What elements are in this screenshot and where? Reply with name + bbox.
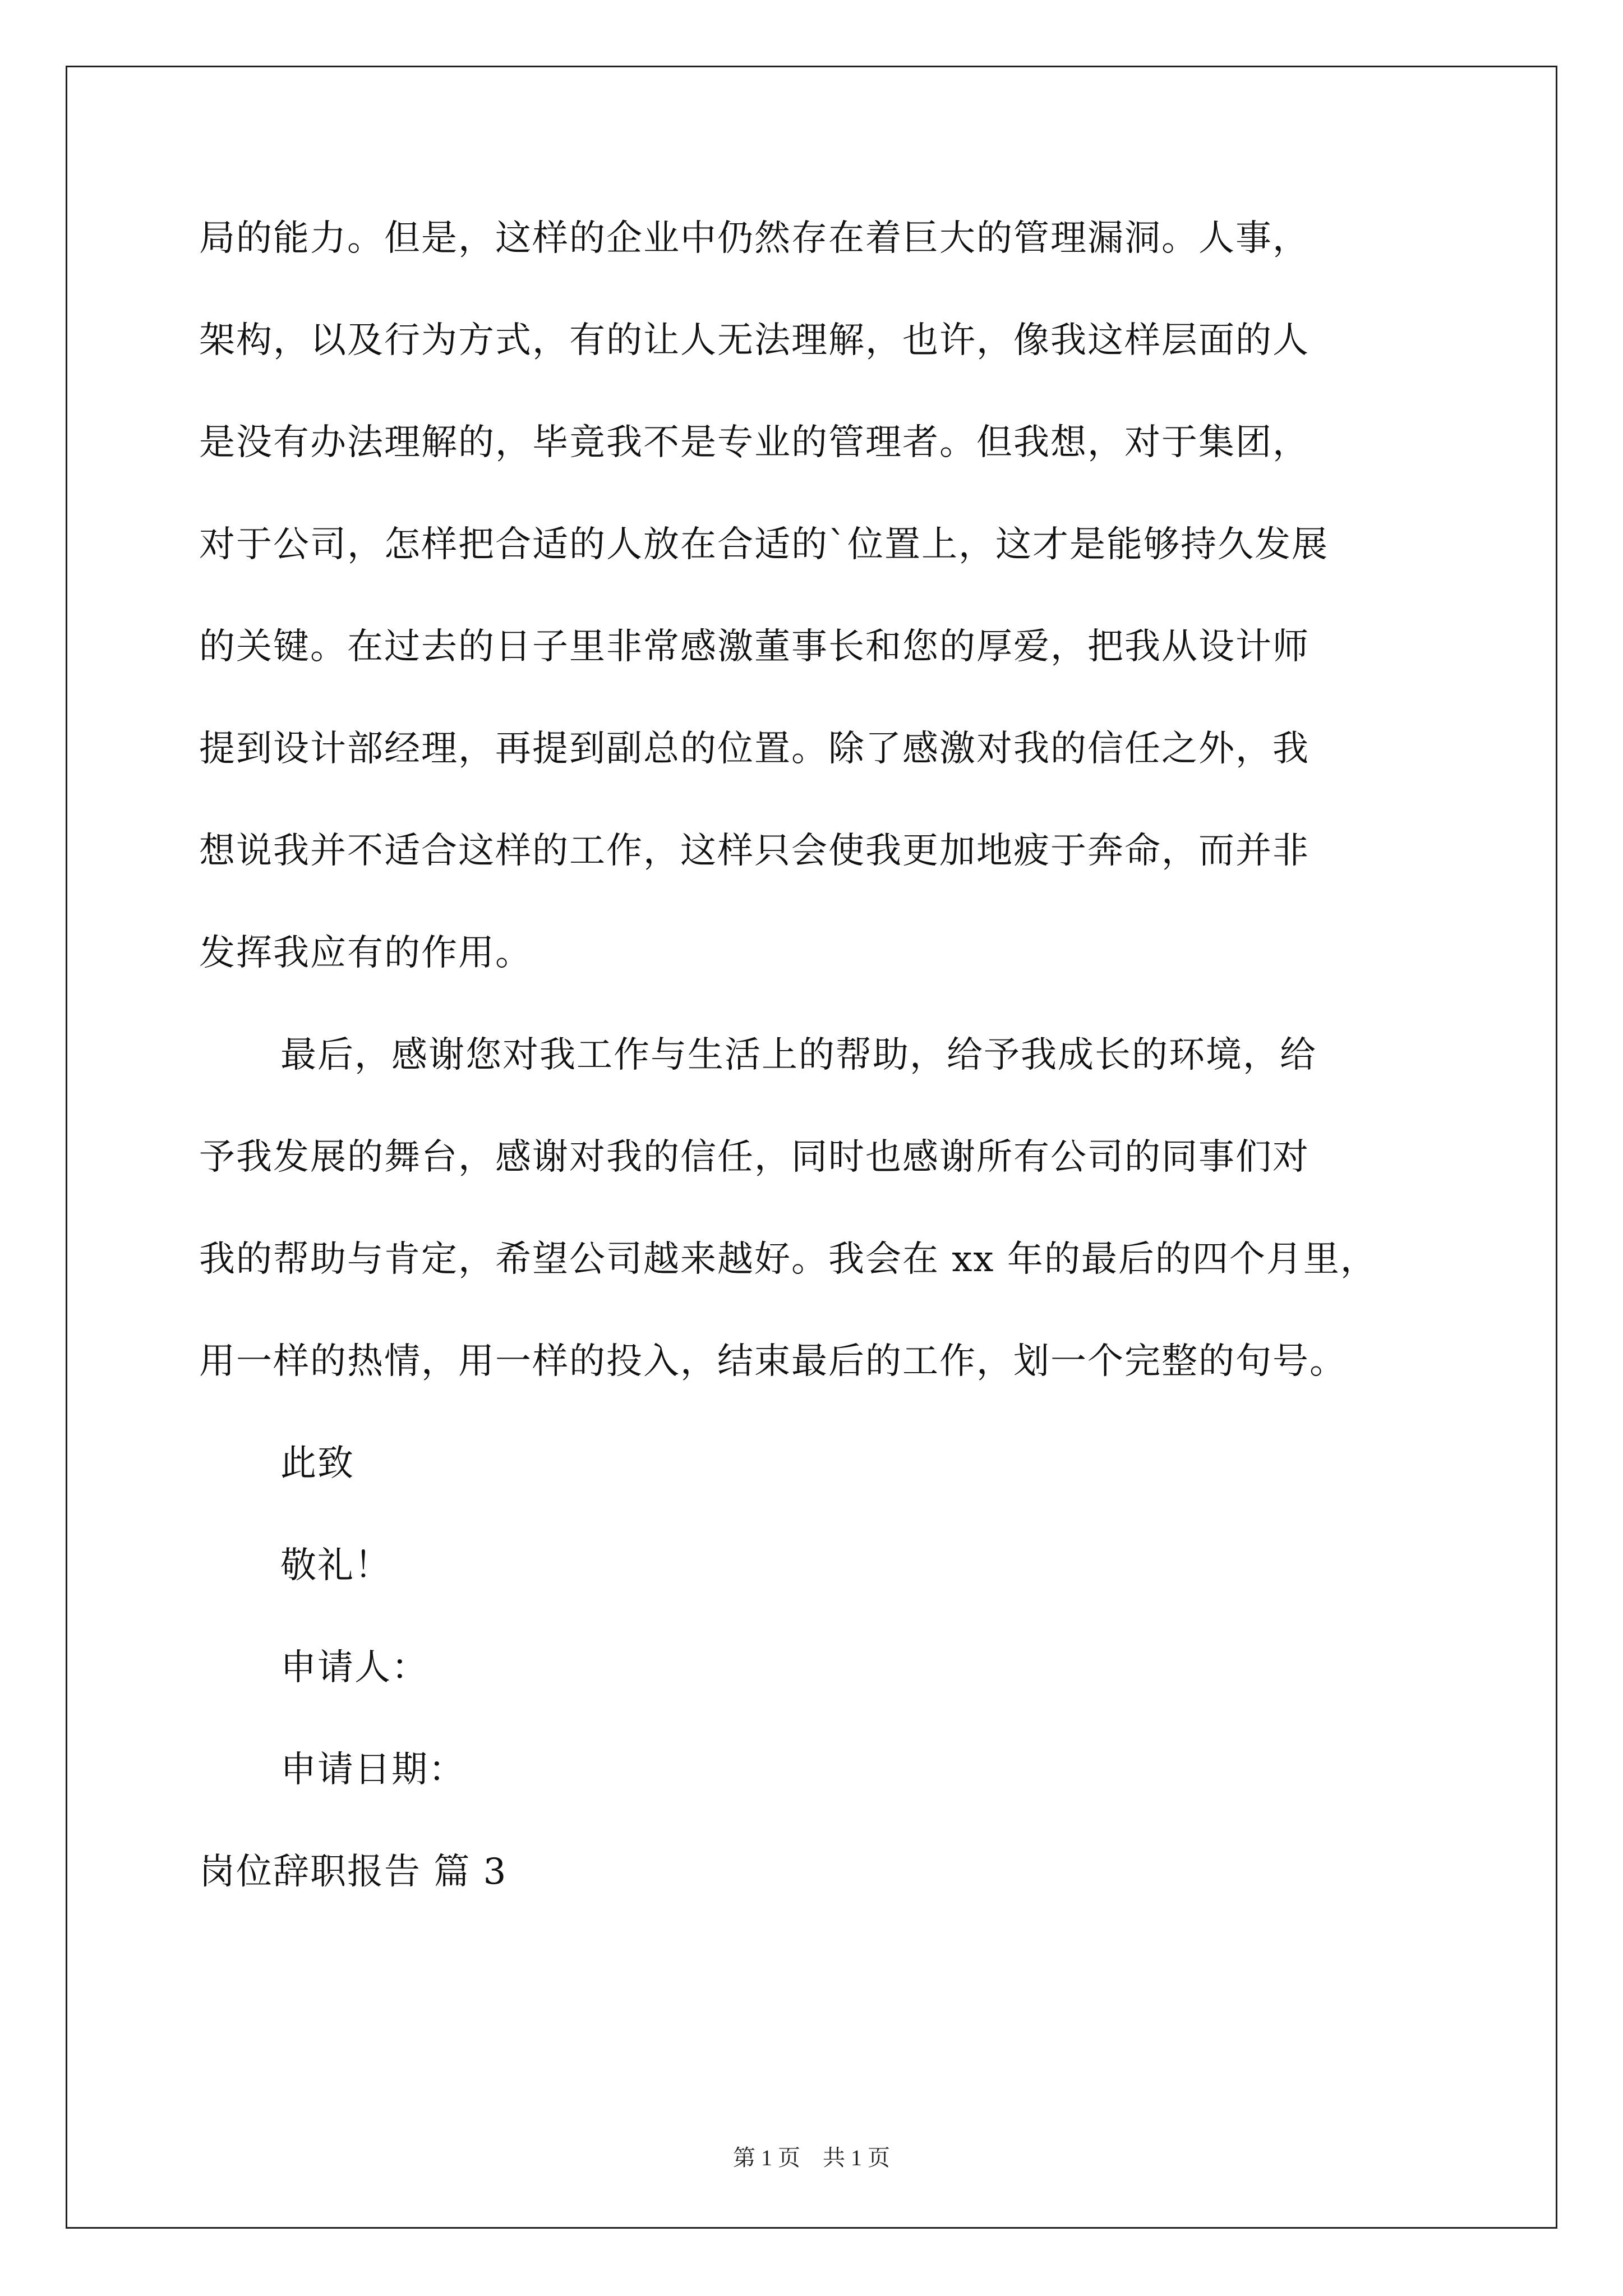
body-line-2: 架构，以及行为方式，有的让人无法理解，也许，像我这样层面的人 [199,320,1310,361]
body-line-5: 的关键。在过去的日子里非常感激董事长和您的厚爱，把我从设计师 [199,626,1310,668]
body-line-9: 最后，感谢您对我工作与生活上的帮助，给予我成长的环境，给 [280,1034,1317,1076]
section-title: 岗位辞职报告 篇 3 [199,1851,508,1893]
body-line-6: 提到设计部经理，再提到副总的位置。除了感激对我的信任之外，我 [199,728,1310,770]
body-line-1: 局的能力。但是，这样的企业中仍然存在着巨大的管理漏洞。人事， [199,218,1310,259]
body-line-8: 发挥我应有的作用。 [199,932,532,974]
application-date-label: 申请日期： [280,1749,465,1791]
body-line-10: 予我发展的舞台，感谢对我的信任，同时也感谢所有公司的同事们对 [199,1137,1310,1178]
body-line-3: 是没有办法理解的，毕竟我不是专业的管理者。但我想，对于集团， [199,422,1310,463]
body-line-12: 用一样的热情，用一样的投入，结束最后的工作，划一个完整的句号。 [199,1341,1347,1382]
closing-salutation: 此致 [280,1443,354,1484]
page-footer: 第 1 页 共 1 页 [733,2145,890,2170]
applicant-label: 申请人： [280,1647,428,1688]
body-line-11: 我的帮助与肯定，希望公司越来越好。我会在 xx 年的最后的四个月里， [199,1239,1377,1280]
closing-regards: 敬礼！ [280,1545,391,1586]
body-line-7: 想说我并不适合这样的工作，这样只会使我更加地疲于奔命，而并非 [199,830,1310,872]
body-line-4: 对于公司，怎样把合适的人放在合适的`位置上，这才是能够持久发展 [199,524,1329,565]
